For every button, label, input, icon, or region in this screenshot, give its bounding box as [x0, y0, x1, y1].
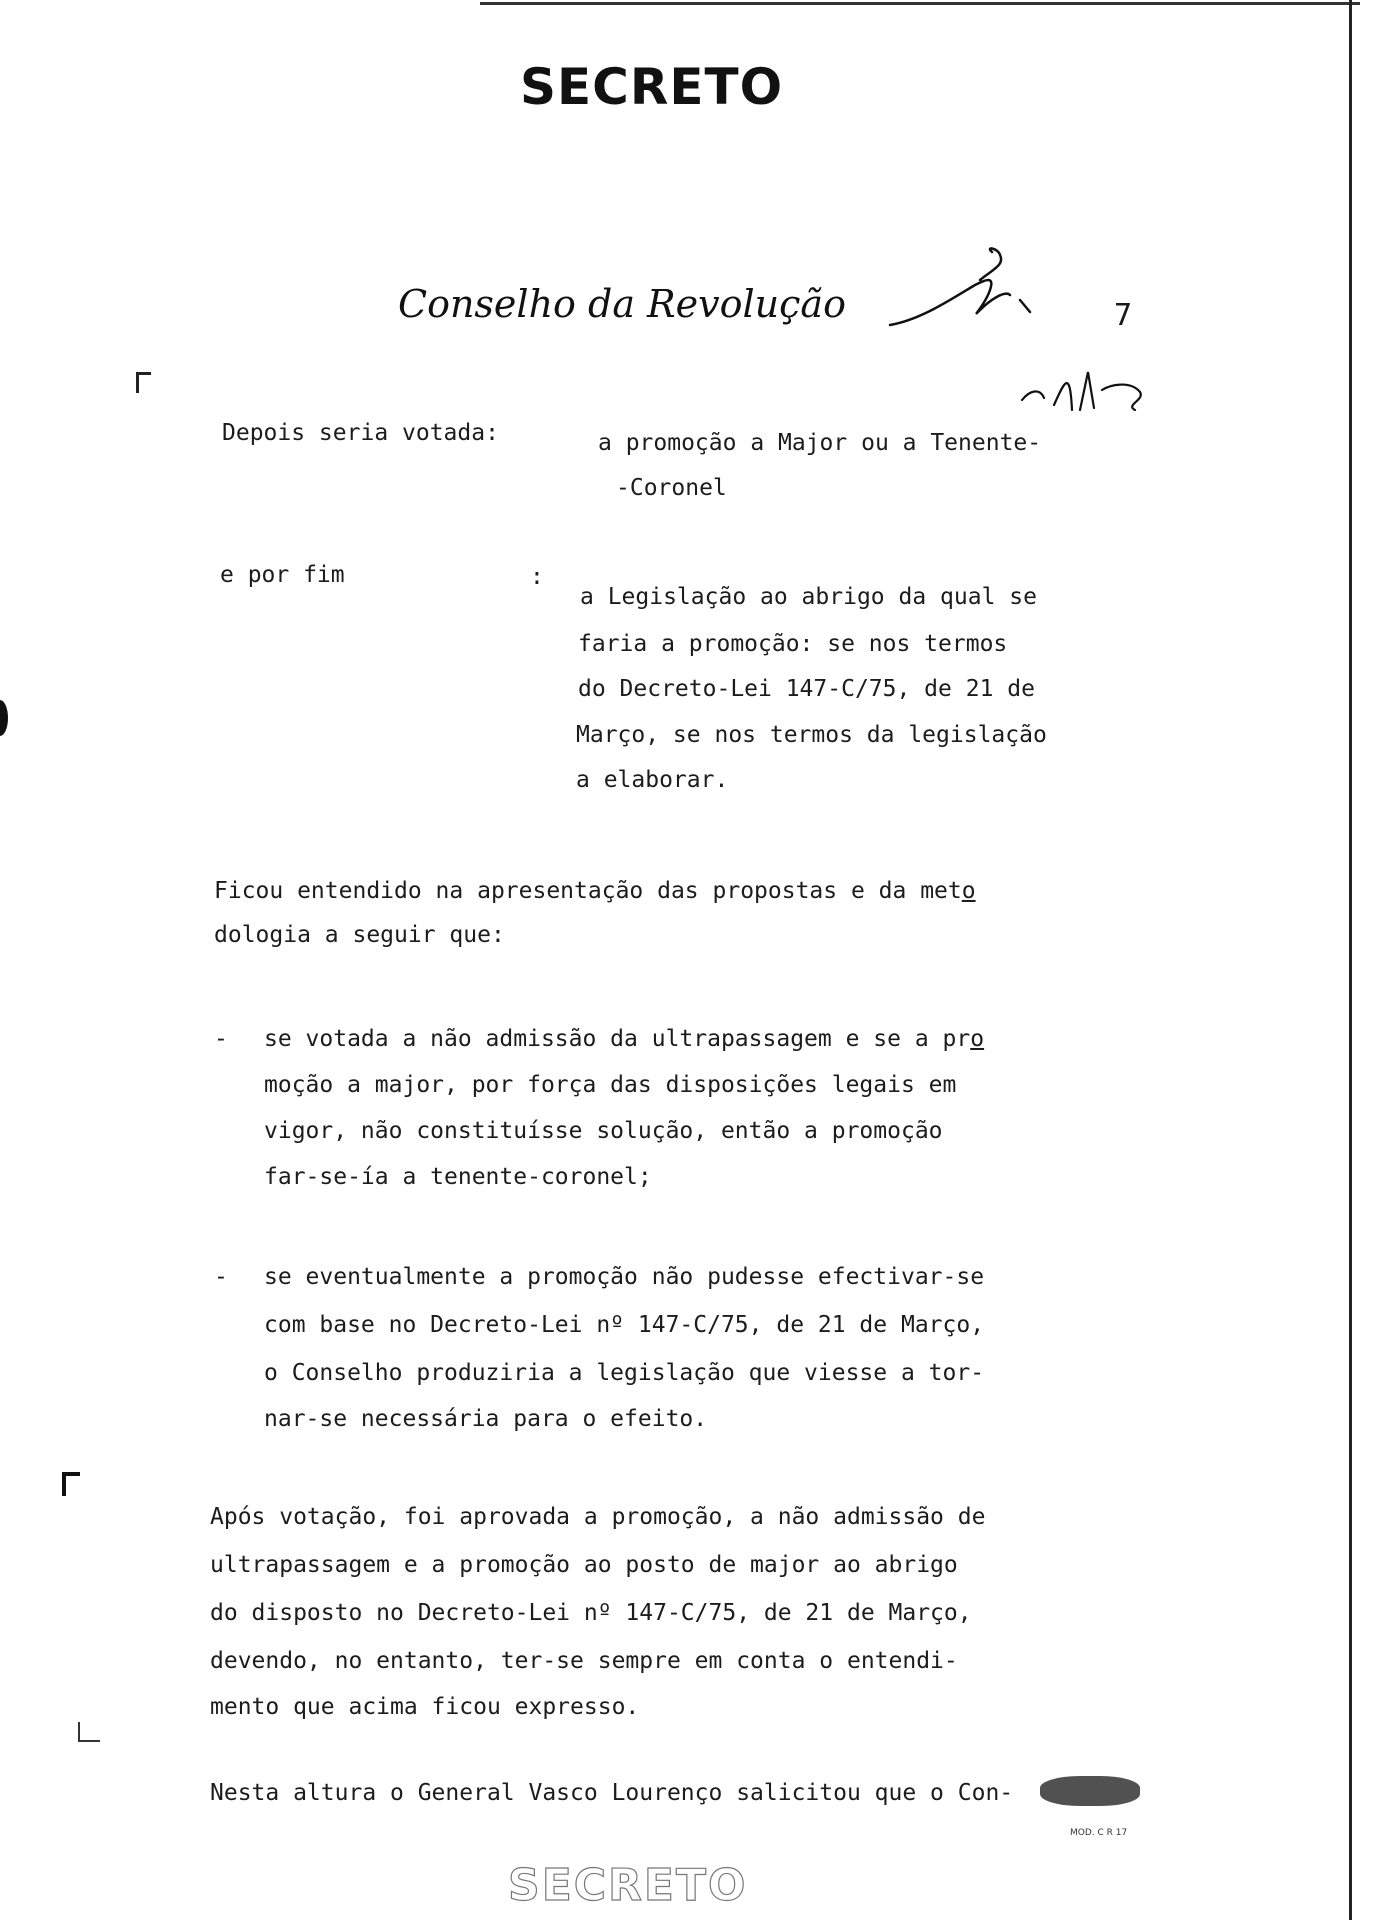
result-line-4: devendo, no entanto, ter-se sempre em conta o entendi- [210, 1648, 958, 1674]
bullet-dash-2: - [214, 1264, 228, 1290]
item-then-line-1: a promoção a Major ou a Tenente- [598, 430, 1042, 456]
label-finally: e por fim [220, 562, 345, 588]
bullet-dash-1: - [214, 1026, 228, 1052]
understanding-line-1: Ficou entendido na apresentação das propostas e da meto [214, 878, 976, 904]
result-line-3: do disposto no Decreto-Lei nº 147-C/75, de 21 de Março, [210, 1600, 972, 1626]
result-line-5: mento que acima ficou expresso. [210, 1694, 640, 1720]
bullet-1-line-1: se votada a não admissão da ultrapassagem e se a pro [264, 1026, 985, 1052]
label-then: Depois seria votada: [222, 420, 499, 446]
result-line-1: Após votação, foi aprovada a promoção, a não admissão de [210, 1504, 986, 1530]
label-finally-colon: : [530, 564, 544, 590]
corner-mark [78, 1722, 100, 1742]
result-line-2: ultrapassagem e a promoção ao posto de major ao abrigo [210, 1552, 958, 1578]
bullet-2-line-3: o Conselho produziria a legislação que viesse a tor- [264, 1360, 985, 1386]
closing-line: Nesta altura o General Vasco Lourenço salicitou que o Con- [210, 1780, 1014, 1806]
form-model-code: MOD. C R 17 [1070, 1828, 1128, 1838]
bullet-2-line-2: com base no Decreto-Lei nº 147-C/75, de 21 de Março, [264, 1312, 985, 1338]
handwritten-signature [880, 240, 1040, 340]
bullet-1-line-4: far-se-ía a tenente-coronel; [264, 1164, 652, 1190]
footer-classification-stamp: SECRETO [508, 1860, 748, 1911]
bullet-1-line-2: moção a major, por força das disposições legais em [264, 1072, 957, 1098]
bullet-1-line-3: vigor, não constituísse solução, então a promoção [264, 1118, 943, 1144]
bullet-2-line-1: se eventualmente a promoção não pudesse efectivar-se [264, 1264, 985, 1290]
corner-mark [62, 1472, 80, 1496]
item-finally-line-4: Março, se nos termos da legislação [576, 722, 1047, 748]
bullet-2-line-4: nar-se necessária para o efeito. [264, 1406, 708, 1432]
page-number: 7 [1114, 298, 1133, 333]
letterhead: Conselho da Revolução [398, 282, 846, 326]
header-classification-stamp: SECRETO [520, 58, 784, 116]
understanding-line-2: dologia a seguir que: [214, 922, 505, 948]
corner-mark [136, 372, 151, 393]
handwritten-initials [1010, 360, 1160, 420]
page-right-edge [1349, 0, 1352, 1920]
item-finally-line-2: faria a promoção: se nos termos [578, 631, 1008, 657]
page-top-edge [480, 2, 1360, 5]
item-finally-line-5: a elaborar. [576, 767, 729, 793]
ink-smudge [1040, 1776, 1140, 1806]
binding-hole-mark [0, 700, 8, 736]
item-finally-line-1: a Legislação ao abrigo da qual se [580, 584, 1037, 610]
item-finally-line-3: do Decreto-Lei 147-C/75, de 21 de [578, 676, 1035, 702]
item-then-line-2: -Coronel [616, 475, 727, 501]
